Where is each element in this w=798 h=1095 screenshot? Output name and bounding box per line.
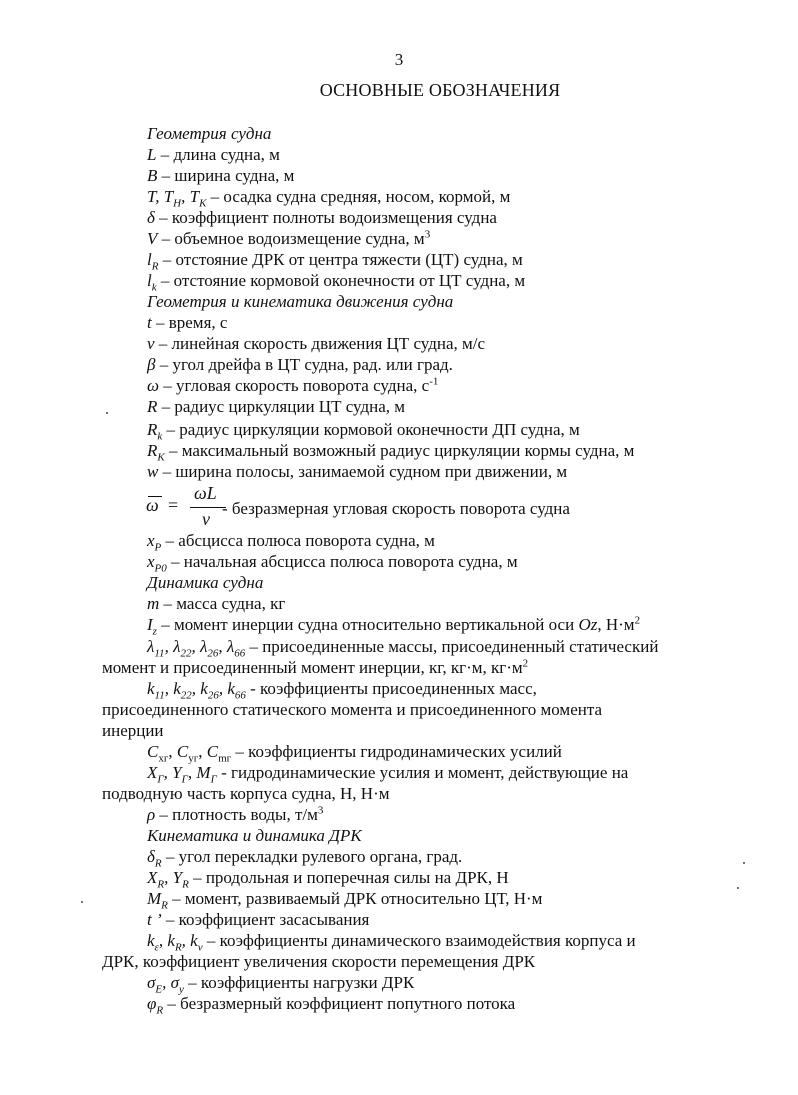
line-v: v – линейная скорость движения ЦТ судна, м/с <box>147 334 486 353</box>
line-phi: $\varphi_R$ – безразмерный коэффициент попутного потока <box>147 994 516 1017</box>
line-xP0: $x_{P0}$ – начальная абсцисса полюса поворота судна, м <box>147 552 518 575</box>
line-lambda: $\lambda_{11}$, $\lambda_{22}$, $\lambda_{26}$, $\lambda_{66}$ – присоединенные массы, присоединенный статический <box>147 637 659 660</box>
line-k-cont: присоединенного статического момента и присоединенного момента <box>102 700 603 719</box>
line-MR: $M_R$ – момент, развиваемый ДРК относительно ЦТ, Н·м <box>147 889 543 912</box>
line-omega-bar: - безразмерная угловая скорость поворота судна <box>222 499 570 518</box>
scan-speck <box>106 412 108 414</box>
line-rho: ρ – плотность воды, $т/м^3$ <box>147 804 324 824</box>
section-geometry: Геометрия судна <box>147 124 272 143</box>
line-t: t – время, с <box>147 313 228 332</box>
line-X-cont: подводную часть корпуса судна, Н, Н·м <box>102 784 390 803</box>
line-lR: $l_R$ – отстояние ДРК от центра тяжести (ЦТ) судна, м <box>147 250 523 273</box>
line-X: $X_Г$, $Y_Г$, $M_Г$ - гидродинамические усилия и момент, действующие на <box>147 763 629 786</box>
line-k-cont2: инерции <box>102 721 164 740</box>
line-w: w – ширина полосы, занимаемой судном при движении, м <box>147 462 568 481</box>
line-omega: ω – угловая скорость поворота судна, $с^{-1}$ <box>147 375 439 395</box>
line-m: m – масса судна, кг <box>147 594 286 613</box>
section-kinematics: Геометрия и кинематика движения судна <box>147 292 454 311</box>
line-XR: $X_R$, $Y_R$ – продольная и поперечная силы на ДРК, Н <box>147 868 509 891</box>
line-RK: $R_K$ – максимальный возможный радиус циркуляции кормы судна, м <box>147 441 635 464</box>
line-ke: $k_\varepsilon$, $k_R$, $k_v$ – коэффициенты динамического взаимодействия корпуса и <box>147 931 636 954</box>
line-deltaR: $\delta_R$ – угол перекладки рулевого органа, град. <box>147 847 463 870</box>
section-dynamics: Динамика судна <box>147 573 264 592</box>
line-lk: $l_k$ – отстояние кормовой оконечности от ЦТ судна, м <box>147 271 526 294</box>
line-lambda-cont: момент и присоединенный момент инерции, кг, кг·м, $кг\cdot м^2$ <box>102 657 529 677</box>
line-delta: δ – коэффициент полноты водоизмещения судна <box>147 208 497 227</box>
line-k: $k_{11}$, $k_{22}$, $k_{26}$, $k_{66}$ - коэффициенты присоединенных масс, <box>147 679 537 702</box>
line-T: T, $T_H$, $T_K$ – осадка судна средняя, носом, кормой, м <box>147 187 511 210</box>
page-title: ОСНОВНЫЕ ОБОЗНАЧЕНИЯ <box>319 80 561 100</box>
formula-omega-bar: ω = ωL v <box>146 485 226 531</box>
section-drk: Кинематика и динамика ДРК <box>147 826 362 845</box>
line-ke-cont: ДРК, коэффициент увеличения скорости перемещения ДРК <box>102 952 536 971</box>
line-L: L – длина судна, м <box>147 145 280 164</box>
scan-speck <box>737 887 739 889</box>
line-tprime: t ’ – коэффициент засасывания <box>147 910 370 929</box>
line-Iz: $I_z$ – момент инерции судна относительно вертикальной оси Oz, $Н\cdot м^2$ <box>147 614 641 638</box>
scan-speck <box>81 901 83 903</box>
line-sigma: $\sigma_E$, $\sigma_y$ – коэффициенты нагрузки ДРК <box>147 973 415 996</box>
line-Rk: $R_k$ – радиус циркуляции кормовой оконечности ДП судна, м <box>147 420 580 443</box>
line-B: B – ширина судна, м <box>147 166 295 185</box>
line-C: $C_{xг}$, $C_{yг}$, $C_{mг}$ – коэффициенты гидродинамических усилий <box>147 742 562 765</box>
line-V: V – объемное водоизмещение судна, $м^3$ <box>147 228 431 248</box>
scan-speck <box>743 862 745 864</box>
line-xP: $x_P$ – абсцисса полюса поворота судна, м <box>147 531 435 554</box>
page-number: 3 <box>394 50 404 69</box>
line-beta: β – угол дрейфа в ЦТ судна, рад. или град. <box>147 355 453 374</box>
line-R: R – радиус циркуляции ЦТ судна, м <box>147 397 406 416</box>
